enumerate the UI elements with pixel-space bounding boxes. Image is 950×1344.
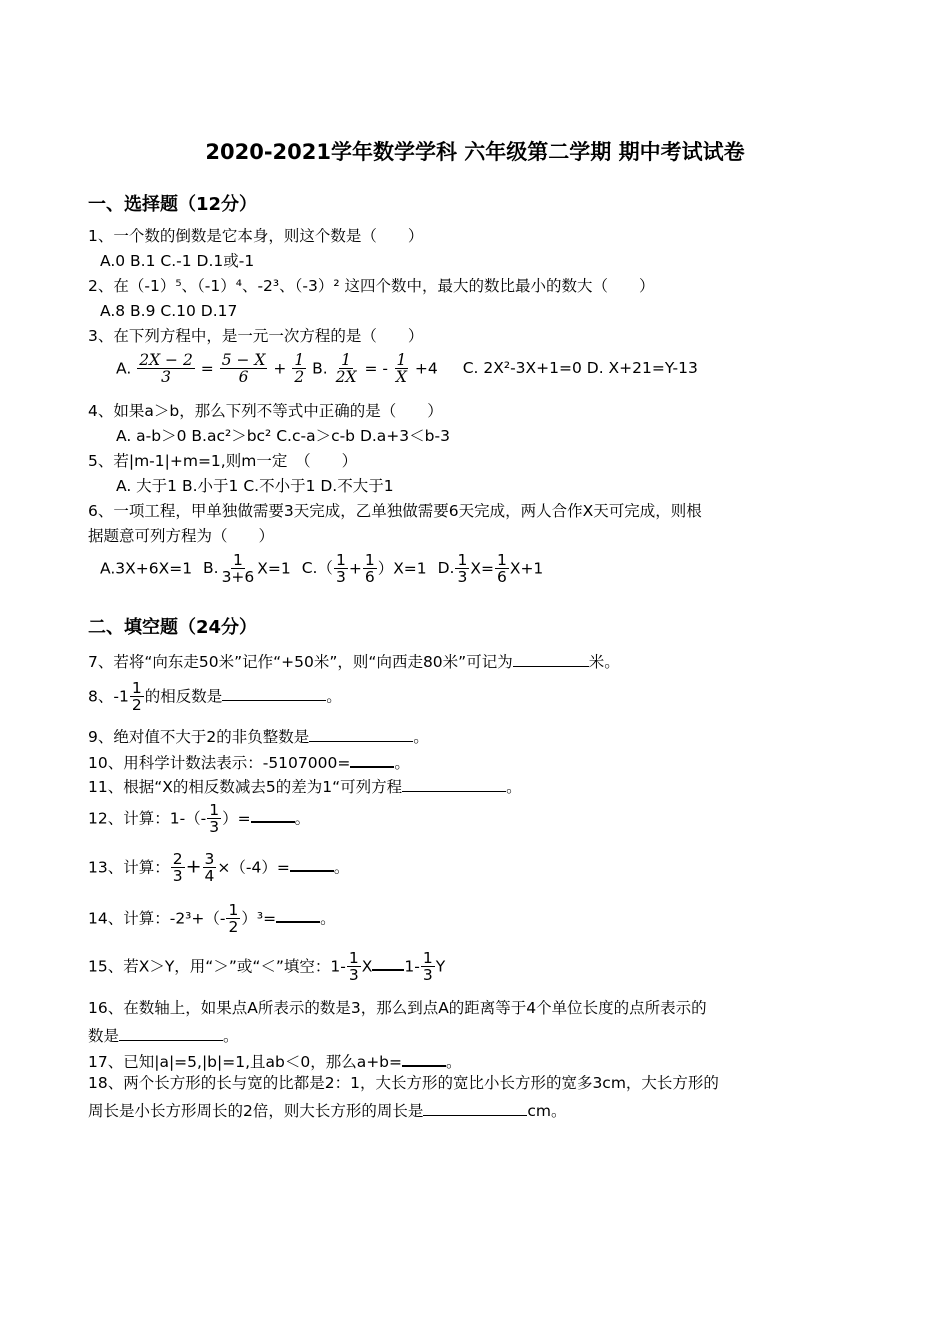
question-3-options xyxy=(116,352,698,386)
equation-text: = - xyxy=(364,359,388,378)
numerator: 5 − X xyxy=(221,351,266,369)
denominator: 2X xyxy=(335,368,357,387)
question-text: ×（-4）= xyxy=(217,858,290,877)
question-text: 8、-1 xyxy=(88,687,129,706)
question-suffix: 。 xyxy=(320,909,336,928)
fraction xyxy=(292,352,306,386)
question-suffix: 。 xyxy=(326,687,342,706)
equation-text: X=1 xyxy=(257,559,291,578)
question-13 xyxy=(88,851,349,885)
question-5-options: A. 大于1 B.小于1 C.不小于1 D.不大于1 xyxy=(116,477,394,495)
question-17 xyxy=(88,1051,462,1071)
denominator: 2 xyxy=(294,368,305,387)
denominator: 2 xyxy=(131,696,142,715)
section-heading-fill-blank: 二、填空题（24分） xyxy=(88,617,258,638)
question-3-stem: 3、在下列方程中，是一元一次方程的是（ ） xyxy=(88,327,424,345)
question-text: 的相反数是 xyxy=(144,687,223,706)
option-a-label: A. xyxy=(116,359,132,378)
option-d-label: D. xyxy=(437,559,455,578)
answer-blank[interactable] xyxy=(513,652,589,667)
numerator: 1 xyxy=(348,949,359,967)
fraction xyxy=(455,552,469,586)
question-12 xyxy=(88,802,310,836)
answer-blank[interactable] xyxy=(423,1101,527,1116)
question-text: ）³= xyxy=(241,909,277,928)
question-14 xyxy=(88,902,336,936)
question-8 xyxy=(88,680,342,714)
option-b-label: B. xyxy=(203,559,219,578)
plus-sign: + xyxy=(273,359,287,378)
question-suffix: 。 xyxy=(413,728,429,746)
plus-sign: + xyxy=(185,855,202,878)
question-18-line1: 18、两个长方形的长与宽的比都是2：1，大长方形的宽比小长方形的宽多3cm，大长方形的 xyxy=(88,1074,719,1092)
fraction xyxy=(220,352,268,386)
denominator: 3 xyxy=(161,368,171,387)
section-heading-choice: 一、选择题（12分） xyxy=(88,194,258,215)
fraction xyxy=(220,552,257,586)
question-4-options: A. a-b＞0 B.ac²＞bc² C.c-a＞c-b D.a+3＜b-3 xyxy=(116,427,450,445)
answer-blank[interactable] xyxy=(402,777,506,792)
fraction xyxy=(130,680,144,714)
fraction xyxy=(334,552,348,586)
question-text: 11、根据“X的相反数减去5的差为1“可列方程 xyxy=(88,778,403,796)
fraction xyxy=(226,902,240,936)
answer-blank[interactable] xyxy=(251,807,295,823)
question-6-line2: 据题意可列方程为（ ） xyxy=(88,527,275,545)
question-text: 13、计算： xyxy=(88,858,170,877)
denominator: 3 xyxy=(209,818,220,837)
answer-blank[interactable] xyxy=(350,752,394,768)
question-10 xyxy=(88,752,410,772)
question-18-line2 xyxy=(88,1101,567,1120)
question-suffix: 。 xyxy=(294,809,311,828)
numerator: 1 xyxy=(422,949,433,967)
answer-blank[interactable] xyxy=(276,907,320,923)
numerator: 2X − 2 xyxy=(139,351,193,369)
question-suffix: 。 xyxy=(394,754,410,772)
answer-blank[interactable] xyxy=(402,1051,446,1067)
fraction xyxy=(394,352,409,386)
question-11 xyxy=(88,777,522,796)
question-text: 7、若将“向东走50米”记作“+50米”，则“向西走80米”可记为 xyxy=(88,653,513,671)
question-2-stem: 2、在（-1）⁵、（-1）⁴、-2³、（-3）² 这四个数中，最大的数比最小的数大（ ） xyxy=(88,277,655,295)
fraction xyxy=(363,552,377,586)
question-suffix: 。 xyxy=(333,858,350,877)
denominator: 3 xyxy=(348,966,359,985)
answer-blank[interactable] xyxy=(290,856,334,872)
question-text: 周长是小长方形周长的2倍，则大长方形的周长是 xyxy=(88,1102,424,1120)
question-2-options: A.8 B.9 C.10 D.17 xyxy=(100,302,238,320)
numerator: 1 xyxy=(496,551,507,569)
answer-blank[interactable] xyxy=(222,686,326,701)
denominator: X xyxy=(395,368,407,387)
question-6-line1: 6、一项工程，甲单独做需要3天完成，乙单独做需要6天完成，两人合作X天可完成，则根 xyxy=(88,502,702,520)
denominator: 4 xyxy=(204,867,215,886)
question-text: 9、绝对值不大于2的非负整数是 xyxy=(88,728,310,746)
question-4-stem: 4、如果a＞b，那么下列不等式中正确的是（ ） xyxy=(88,402,443,420)
question-16-line1: 16、在数轴上，如果点A所表示的数是3，那么到点A的距离等于4个单位长度的点所表示的 xyxy=(88,999,707,1017)
question-suffix: 。 xyxy=(446,1053,462,1071)
denominator: 3 xyxy=(335,568,346,587)
numerator: 2 xyxy=(172,850,183,868)
question-text: 1- xyxy=(404,957,420,976)
question-text: X xyxy=(361,957,373,976)
option-a: A.3X+6X=1 xyxy=(100,559,193,578)
question-text: Y xyxy=(435,957,446,976)
equals-sign: = xyxy=(200,359,214,378)
fraction xyxy=(137,352,195,386)
equation-text: X+1 xyxy=(509,559,544,578)
denominator: 3 xyxy=(457,568,468,587)
denominator: 6 xyxy=(496,568,507,587)
option-c-label: C.（ xyxy=(301,559,333,578)
question-1-options: A.0 B.1 C.-1 D.1或-1 xyxy=(100,252,255,270)
options-c-d: C. 2X²-3X+1=0 D. X+21=Y-13 xyxy=(462,359,698,378)
question-1-stem: 1、一个数的倒数是它本身，则这个数是（ ） xyxy=(88,227,424,245)
numerator: 1 xyxy=(131,679,142,697)
denominator: 6 xyxy=(238,368,249,387)
numerator: 1 xyxy=(228,901,239,919)
plus-sign: + xyxy=(348,559,362,578)
question-suffix: 米。 xyxy=(588,653,620,671)
question-suffix: 。 xyxy=(223,1027,239,1045)
denominator: 3 xyxy=(172,867,183,886)
numerator: 1 xyxy=(232,551,243,569)
fraction xyxy=(207,802,221,836)
fraction xyxy=(203,851,217,885)
equation-text: ）X=1 xyxy=(377,559,427,578)
fraction xyxy=(495,552,509,586)
question-5-stem: 5、若|m-1|+m=1,则m一定 （ ） xyxy=(88,452,358,470)
question-16-line2 xyxy=(88,1026,239,1045)
fraction xyxy=(421,950,435,984)
answer-blank[interactable] xyxy=(372,955,404,971)
question-text: 数是 xyxy=(88,1027,120,1045)
denominator: 2 xyxy=(228,918,239,937)
question-text: 10、用科学计数法表示：-5107000= xyxy=(88,754,351,772)
question-9 xyxy=(88,727,429,746)
denominator: 3+6 xyxy=(221,568,255,587)
question-15 xyxy=(88,950,445,984)
question-suffix: 。 xyxy=(506,778,522,796)
numerator: 1 xyxy=(396,351,407,369)
question-text: 15、若X＞Y，用“＞”或“＜”填空：1- xyxy=(88,957,346,976)
equation-text: +4 xyxy=(414,359,438,378)
fraction xyxy=(171,851,185,885)
question-text: 14、计算：-2³+（- xyxy=(88,909,226,928)
question-text: 12、计算：1-（- xyxy=(88,809,207,828)
denominator: 3 xyxy=(422,966,433,985)
answer-blank[interactable] xyxy=(119,1026,223,1041)
numerator: 1 xyxy=(457,551,468,569)
fraction xyxy=(347,950,361,984)
question-6-options xyxy=(100,552,543,586)
equation-text: X= xyxy=(470,559,494,578)
question-suffix: cm。 xyxy=(527,1102,567,1120)
numerator: 1 xyxy=(341,351,352,369)
question-7 xyxy=(88,652,620,671)
option-b-label: B. xyxy=(312,359,328,378)
answer-blank[interactable] xyxy=(309,727,413,742)
exam-title: 2020-2021学年数学学科 六年级第二学期 期中考试试卷 xyxy=(205,140,745,164)
question-text: 17、已知|a|=5,|b|=1,且ab＜0，那么a+b= xyxy=(88,1053,403,1071)
numerator: 1 xyxy=(335,551,346,569)
question-text: ）= xyxy=(222,809,251,828)
fraction xyxy=(334,352,359,386)
numerator: 1 xyxy=(294,351,305,369)
numerator: 1 xyxy=(364,551,375,569)
numerator: 3 xyxy=(204,850,215,868)
numerator: 1 xyxy=(209,801,220,819)
denominator: 6 xyxy=(364,568,375,587)
